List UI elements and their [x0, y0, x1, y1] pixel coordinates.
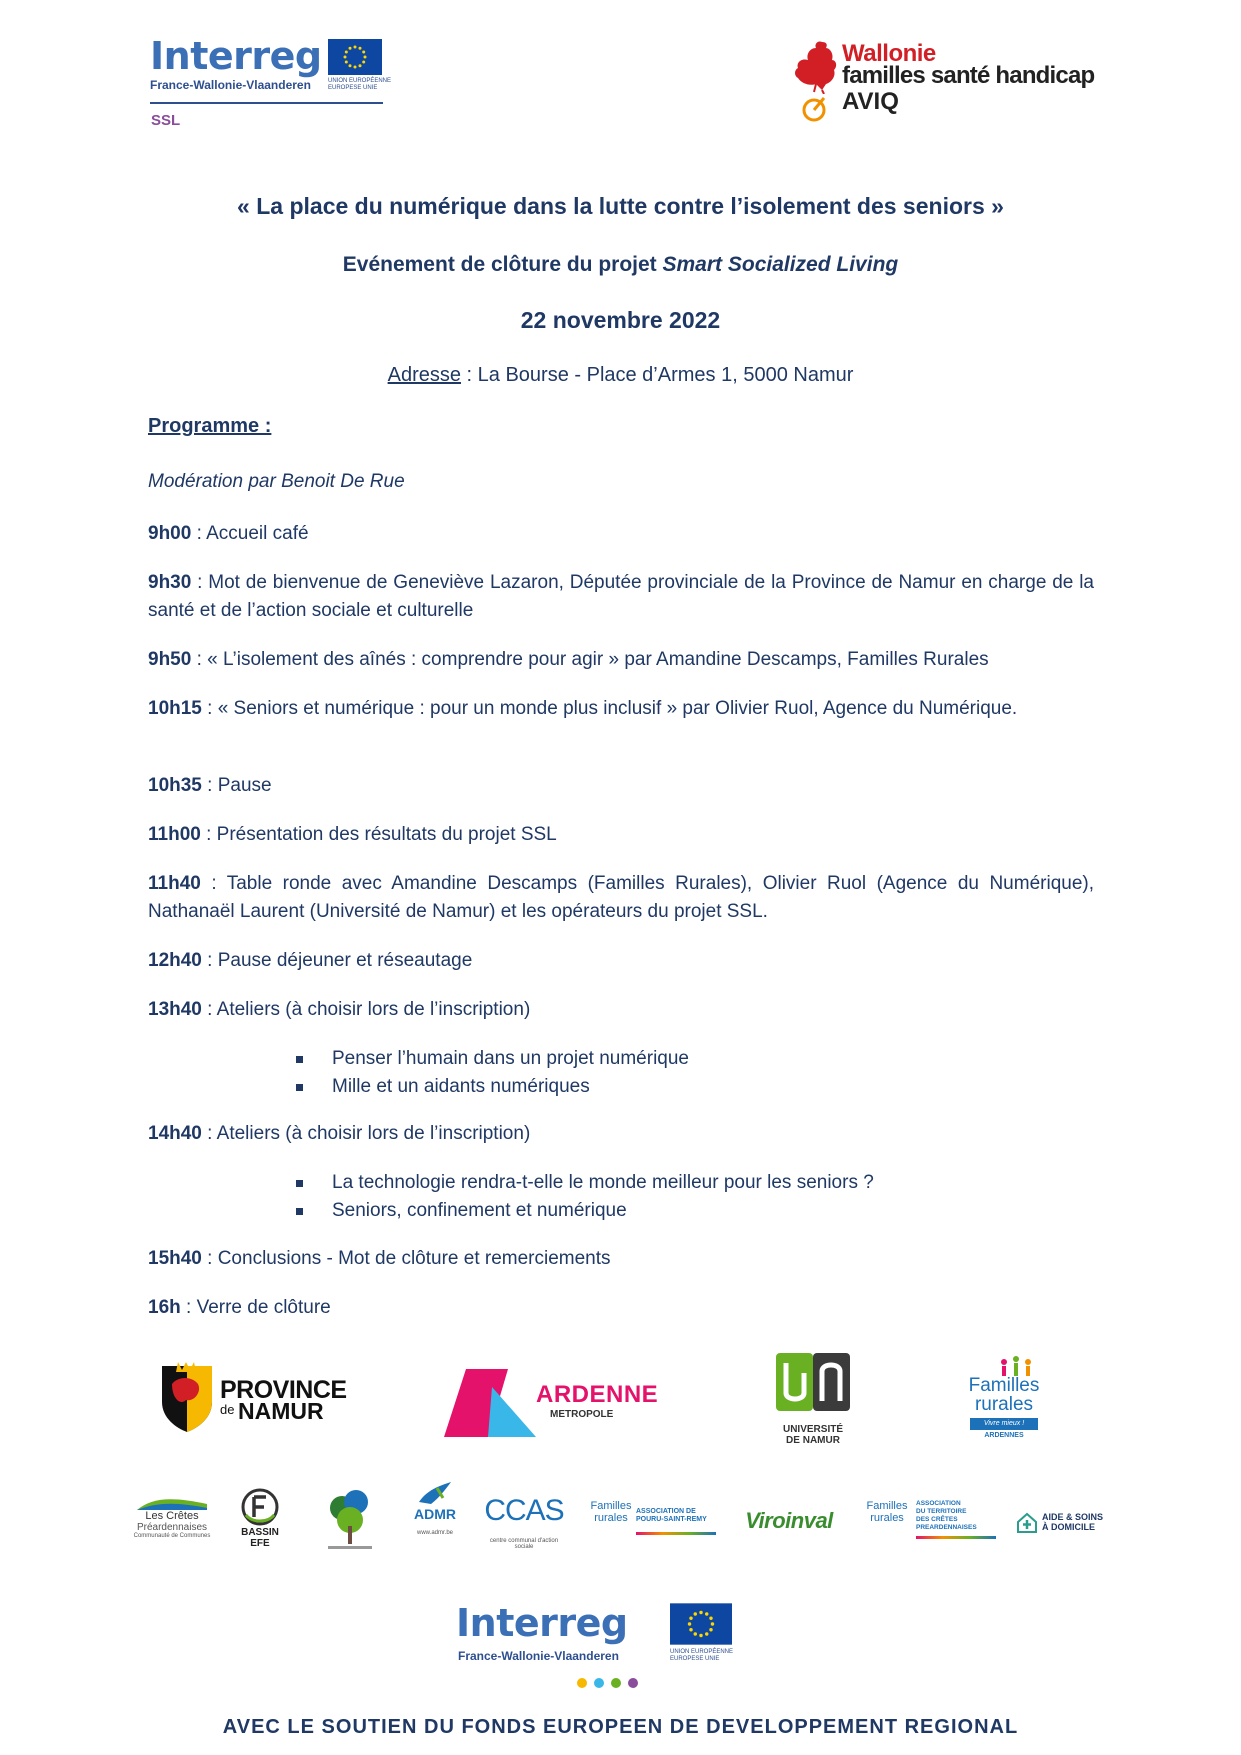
item-time: 9h50 [148, 649, 192, 670]
programme-item [148, 947, 1094, 975]
tree-logo-icon [322, 1486, 378, 1552]
item-text: : « L’isolement des aînés : comprendre pour agir » par Amandine Descamps, Familles Rurales [191, 649, 989, 670]
event-date: 22 novembre 2022 [520, 307, 721, 333]
wallonie-subtitle: familles santé handicap [842, 62, 1095, 89]
fr-cretes-bar [916, 1536, 996, 1539]
familles-line2: rurales [974, 1394, 1034, 1415]
fr-cretes-text-3: DES CRÊTES [916, 1516, 958, 1523]
familles-rurales-pourru-logo [588, 1500, 720, 1550]
event-subtitle [148, 253, 1093, 277]
interreg-footer-wordmark: Interreg [456, 1601, 628, 1645]
province-shield-icon [158, 1362, 216, 1432]
item-time: 12h40 [148, 950, 202, 971]
programme-item [148, 695, 1094, 723]
familles-rurales-logo [960, 1356, 1048, 1446]
unamur-line1: UNIVERSITÉ [782, 1424, 843, 1435]
ccas-subtitle: centre communal d'action sociale [489, 1538, 559, 1550]
interreg-wordmark: Interreg [150, 34, 322, 78]
workshop-item: Mille et un aidants numériques [296, 1073, 996, 1101]
unamur-text [772, 1424, 854, 1446]
aide-soins-line2: À DOMICILE [1042, 1522, 1095, 1532]
fr-cretes-text-2: DU TERRITOIRE [916, 1508, 967, 1515]
address-label: Adresse [387, 364, 461, 386]
cretes-line2: Préardennaises [136, 1522, 208, 1533]
eu-label [328, 78, 391, 92]
item-time: 11h40 [148, 873, 201, 894]
unamur-mark-icon [776, 1353, 850, 1411]
wallonie-aviq-logo [792, 38, 1132, 128]
project-code: SSL [151, 112, 181, 129]
item-time: 11h00 [148, 824, 201, 845]
fr-pourru-line1: Familles [590, 1500, 632, 1512]
rooster-icon [792, 38, 840, 94]
province-line1: PROVINCE [220, 1376, 347, 1404]
cretes-line3: Communauté de Communes [133, 1533, 211, 1539]
feder-support-statement: AVEC LE SOUTIEN DU FONDS EUROPEEN DE DEVELOPPEMENT REGIONAL [222, 1716, 1019, 1738]
ardenne-title: ARDENNE [536, 1381, 659, 1408]
event-address [148, 364, 1093, 387]
admr-bird-icon [415, 1480, 455, 1506]
fr-pourru-bar [636, 1532, 716, 1535]
workshop-item: La technologie rendra-t-elle le monde meilleur pour les seniors ? [296, 1169, 996, 1197]
fr-cretes-wordmark [864, 1500, 910, 1524]
programme-item [148, 1120, 1094, 1148]
fr-cretes-text [916, 1500, 1000, 1532]
province-line3: NAMUR [238, 1398, 324, 1424]
item-time: 10h15 [148, 698, 202, 719]
province-line2: de [220, 1402, 235, 1417]
programme-item [148, 520, 1094, 548]
fr-cretes-line1: Familles [866, 1500, 908, 1512]
interreg-underline [150, 102, 383, 104]
programme-item [148, 996, 1094, 1024]
fr-pourru-assoc: ASSOCIATION DE [636, 1508, 696, 1515]
subtitle-prefix: Evénement de clôture du projet [342, 253, 663, 276]
item-text: : Table ronde avec Amandine Descamps (Familles Rurales), Olivier Ruol (Agence du Numérique), Nathanaël Laurent (Université de Namur) et les opérateurs du projet SSL. [148, 873, 1094, 922]
item-text: : Pause déjeuner et réseautage [201, 950, 473, 971]
fr-pourru-town: POURU-SAINT-REMY [636, 1516, 707, 1523]
item-text: : Accueil café [191, 523, 309, 544]
aviq-icon [798, 92, 832, 124]
familles-figures-icon [996, 1356, 1036, 1376]
eu-footer-line2: EUROPESE UNIE [670, 1656, 720, 1662]
item-text: : Mot de bienvenue de Geneviève Lazaron, Députée provinciale de la Province de Namur en charge de la santé et de l’action sociale et culturelle [148, 572, 1094, 621]
programme-item [148, 1294, 1094, 1322]
eu-label-line1: UNION EUROPÉENNE [328, 78, 392, 84]
interreg-logo-footer [456, 1601, 736, 1691]
house-cross-icon [1016, 1512, 1038, 1534]
admr-logo [408, 1480, 462, 1552]
workshop-list [296, 1169, 996, 1225]
admr-title: ADMR [414, 1506, 456, 1522]
programme-item [148, 870, 1094, 926]
workshop-item: Seniors, confinement et numérique [296, 1197, 996, 1225]
item-text: : « Seniors et numérique : pour un monde plus inclusif » par Olivier Ruol, Agence du Numérique. [201, 698, 1018, 719]
familles-region: ARDENNES [984, 1432, 1024, 1439]
item-text: : Verre de clôture [180, 1297, 331, 1318]
fr-cretes-text-1: ASSOCIATION [916, 1500, 961, 1507]
item-time: 9h30 [148, 572, 192, 593]
event-title: « La place du numérique dans la lutte contre l’isolement des seniors » [237, 193, 1004, 219]
cretes-line1: Les Crêtes [145, 1510, 199, 1522]
bassin-efe-icon [240, 1487, 280, 1527]
province-namur-logo [158, 1362, 347, 1432]
programme-item [148, 821, 1094, 849]
fr-cretes-text-4: PREARDENNAISES [916, 1524, 977, 1531]
aide-soins-line1: AIDE & SOINS [1042, 1512, 1104, 1522]
eu-footer-line1: UNION EUROPÉENNE [670, 1649, 734, 1655]
aide-soins-text [1042, 1512, 1108, 1532]
programme-item [148, 1245, 1094, 1273]
item-time: 16h [148, 1297, 181, 1318]
bassin-efe-text: BASSIN EFE [241, 1527, 279, 1549]
programme-item [148, 569, 1094, 625]
programme-item [148, 646, 1094, 674]
fr-cretes-line2: rurales [870, 1512, 904, 1524]
item-text: : Ateliers (à choisir lors de l’inscription) [201, 999, 531, 1020]
workshop-item: Penser l’humain dans un projet numérique [296, 1045, 996, 1073]
cretes-hills-icon [137, 1496, 207, 1510]
item-time: 13h40 [148, 999, 202, 1020]
wallonie-title: Wallonie [842, 40, 936, 67]
eu-flag-footer-icon [670, 1603, 732, 1645]
eu-footer-label [670, 1649, 733, 1663]
fr-pourru-wordmark [588, 1500, 634, 1524]
cretes-preardennaises-logo [133, 1496, 211, 1546]
interreg-footer-region: France-Wallonie-Vlaanderen [458, 1649, 619, 1663]
programme-item [148, 772, 1094, 800]
ardenne-subtitle: METROPOLE [550, 1409, 614, 1420]
familles-wordmark [960, 1376, 1048, 1414]
item-text: : Conclusions - Mot de clôture et remerciements [201, 1248, 611, 1269]
viroinval-title: Viroinval [745, 1508, 833, 1533]
familles-line1: Familles [968, 1375, 1040, 1396]
ccas-title: CCAS [484, 1494, 564, 1527]
item-time: 10h35 [148, 775, 202, 796]
unamur-line2: DE NAMUR [786, 1435, 840, 1446]
eu-flag-icon [328, 39, 382, 75]
workshop-list [296, 1045, 996, 1101]
interreg-region: France-Wallonie-Vlaanderen [150, 78, 311, 92]
universite-namur-logo [772, 1353, 854, 1446]
project-name: Smart Socialized Living [662, 253, 899, 276]
familles-rurales-cretes-logo [864, 1500, 1000, 1552]
colored-dots-icon [576, 1677, 640, 1689]
item-text: : Ateliers (à choisir lors de l’inscription) [201, 1123, 531, 1144]
ccas-logo [482, 1494, 566, 1552]
ardenne-shape-icon [444, 1369, 536, 1437]
aide-soins-domicile-logo [1016, 1510, 1108, 1540]
item-text: : Pause [201, 775, 272, 796]
viroinval-logo [740, 1508, 838, 1542]
moderation: Modération par Benoit De Rue [148, 471, 405, 492]
item-time: 14h40 [148, 1123, 202, 1144]
fr-pourru-line2: rurales [594, 1512, 628, 1524]
item-text: : Présentation des résultats du projet SSL [200, 824, 557, 845]
fr-pourru-text [636, 1508, 720, 1524]
bassin-efe-logo [232, 1487, 288, 1551]
admr-url: www.admr.be [416, 1530, 453, 1536]
programme-heading: Programme : [148, 415, 272, 437]
eu-label-line2: EUROPESE UNIE [328, 85, 378, 91]
address-value: : La Bourse - Place d’Armes 1, 5000 Namur [460, 364, 854, 386]
item-time: 15h40 [148, 1248, 202, 1269]
item-time: 9h00 [148, 523, 192, 544]
aviq-title: AVIQ [842, 88, 899, 115]
ardenne-metropole-logo [444, 1369, 676, 1437]
familles-tagline: Vivre mieux ! [970, 1418, 1038, 1430]
